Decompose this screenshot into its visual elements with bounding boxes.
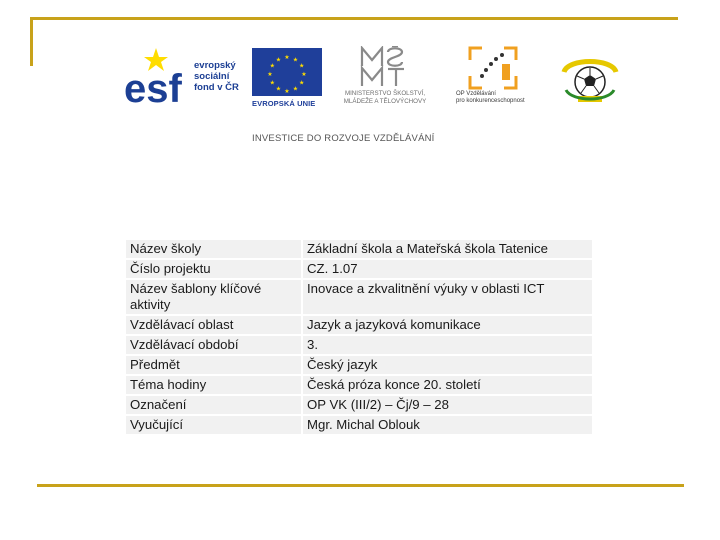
svg-text:★: ★ xyxy=(267,71,273,78)
frame-left-line xyxy=(30,17,33,66)
table-row xyxy=(126,375,592,395)
op-caption-line: OP Vzdělávání xyxy=(456,91,496,97)
row-label: Vyučující xyxy=(126,415,301,435)
svg-text:★: ★ xyxy=(275,85,282,93)
slogan: INVESTICE DO ROZVOJE VZDĚLÁVÁNÍ xyxy=(252,133,435,144)
msmt-caption xyxy=(326,90,444,105)
eu-flag-icon xyxy=(252,48,322,96)
row-value: CZ. 1.07 xyxy=(303,259,592,279)
frame-bottom-line xyxy=(37,484,684,487)
table-row xyxy=(126,315,592,335)
school-football-logo-icon xyxy=(558,50,622,106)
row-label: Předmět xyxy=(126,355,301,375)
table-row xyxy=(126,279,592,315)
row-label: Téma hodiny xyxy=(126,375,301,395)
esf-caption-line: evropský xyxy=(194,60,236,71)
table-row xyxy=(126,240,592,259)
row-label: Označení xyxy=(126,395,301,415)
svg-text:★: ★ xyxy=(275,56,282,64)
msmt-monogram-icon xyxy=(358,46,418,88)
row-label: Vzdělávací oblast xyxy=(126,315,301,335)
table-row xyxy=(126,395,592,415)
svg-text:★: ★ xyxy=(284,88,290,95)
esf-caption-line: fond v ČR xyxy=(194,82,239,93)
msmt-caption-line: MLÁDEŽE A TĚLOVÝCHOVY xyxy=(343,97,427,105)
eu-logo xyxy=(252,44,324,108)
table-row xyxy=(126,335,592,355)
row-value: Mgr. Michal Oblouk xyxy=(303,415,592,435)
row-value: Český jazyk xyxy=(303,355,592,375)
row-value: Inovace a zkvalitnění výuky v oblasti ICT xyxy=(303,279,592,315)
row-label: Vzdělávací období xyxy=(126,335,301,355)
table-row xyxy=(126,355,592,375)
row-value: Základní škola a Mateřská škola Tatenice xyxy=(303,240,592,259)
school-logo xyxy=(558,50,622,106)
row-value: 3. xyxy=(303,335,592,355)
svg-text:★: ★ xyxy=(269,62,275,70)
svg-text:★: ★ xyxy=(299,79,305,87)
svg-text:★: ★ xyxy=(299,62,305,70)
table-row xyxy=(126,259,592,279)
op-logo xyxy=(450,44,534,110)
row-label: Název školy xyxy=(126,240,301,259)
svg-text:★: ★ xyxy=(284,54,290,61)
esf-caption-line: sociální xyxy=(194,71,230,82)
row-label: Název šablony klíčové aktivity xyxy=(126,279,301,315)
row-value: Jazyk a jazyková komunikace xyxy=(303,315,592,335)
op-caption-line: pro konkurenceschopnost xyxy=(456,98,525,104)
esf-logo xyxy=(124,44,244,108)
esf-caption xyxy=(194,60,239,93)
svg-text:★: ★ xyxy=(301,71,307,78)
row-value: Česká próza konce 20. století xyxy=(303,375,592,395)
svg-text:★: ★ xyxy=(292,85,299,93)
project-info-table xyxy=(126,240,592,436)
esf-mark-icon xyxy=(124,48,192,106)
eu-caption: EVROPSKÁ UNIE xyxy=(252,99,316,108)
row-value: OP VK (III/2) – Čj/9 – 28 xyxy=(303,395,592,415)
msmt-logo xyxy=(326,44,444,108)
op-emblem-icon xyxy=(468,46,518,90)
svg-text:★: ★ xyxy=(269,79,275,87)
svg-text:★: ★ xyxy=(292,56,299,64)
table-row xyxy=(126,415,592,435)
op-caption xyxy=(456,91,525,105)
row-label: Číslo projektu xyxy=(126,259,301,279)
msmt-caption-line: MINISTERSTVO ŠKOLSTVÍ, xyxy=(344,90,426,97)
frame-top-line xyxy=(30,17,678,20)
logo-strip xyxy=(124,44,624,110)
svg-text:esf: esf xyxy=(124,67,182,106)
